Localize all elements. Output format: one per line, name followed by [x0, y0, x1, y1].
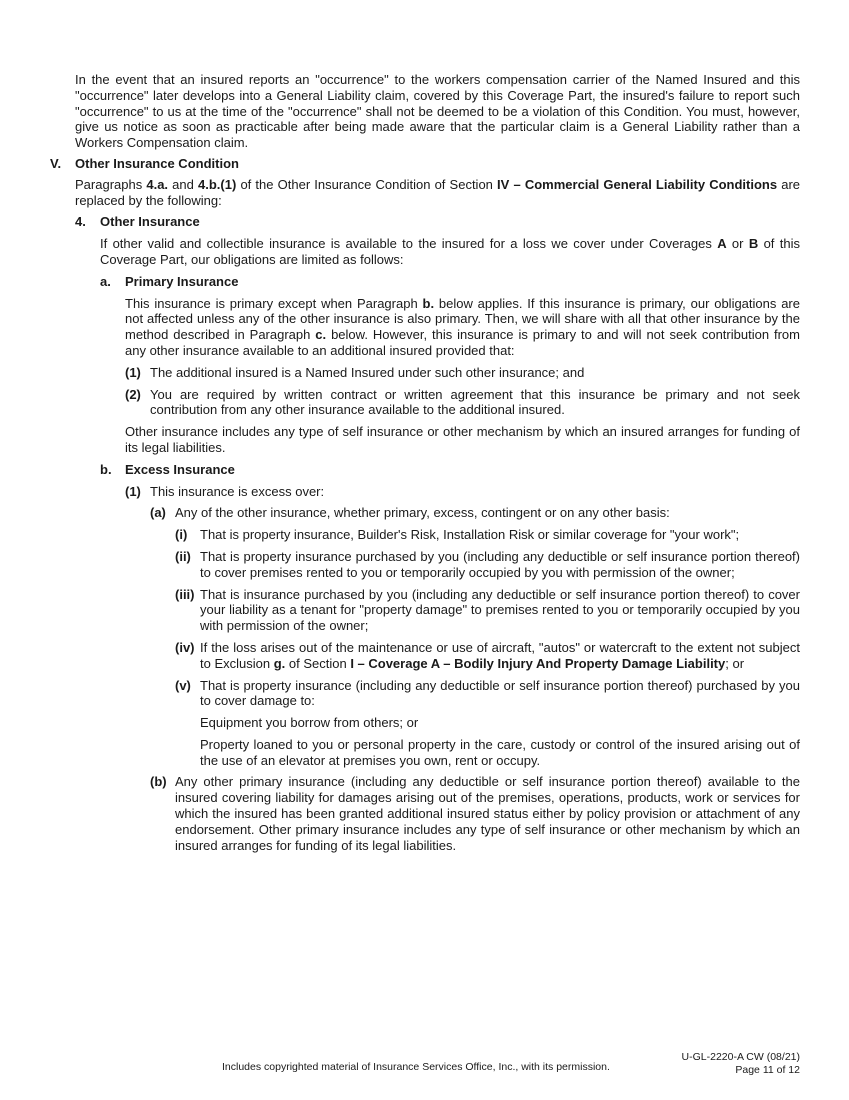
sub-label: (b) [150, 774, 167, 790]
footer-copyright: Includes copyrighted material of Insurance Services Office, Inc., with its permission. [222, 1061, 610, 1073]
roman-v-sub-1: Equipment you borrow from others; or [200, 715, 419, 731]
footer-form-info [682, 1051, 800, 1076]
item-b-excess-insurance [100, 462, 800, 478]
item-4-intro: If other valid and collectible insurance is available to the insured for a loss we cover under Coverages A or B of this Coverage Part, our obligations are limited as follows: [100, 236, 800, 267]
intro-paragraph: In the event that an insured reports an "occurrence" to the workers compensation carrier of the Named Insured and this "occurrence" later develops into a General Liability claim, covered by this Coverage Part, the insured's failure to report such "occurrence" to us at the time of the "occurrence" shall not be deemed to be a violation of this Condition. You must, however, give us notice as soon as practicable after being made aware that the particular claim is a General Liability rather than a Workers Compensation claim. [75, 72, 800, 151]
roman-ii [175, 549, 800, 581]
roman-label: (ii) [175, 548, 191, 564]
roman-text: That is property insurance purchased by you (including any deductible or self insurance portion thereof) to cover premises rented to you or temporarily occupied by you with permission of the owner; [200, 548, 800, 580]
roman-text: That is insurance purchased by you (including any deductible or self insurance portion thereof) to cover your liability as a tenant for "property damage" to premises rented to you or temporarily occupied by you with permission of the owner; [200, 586, 800, 634]
condition-2 [125, 387, 800, 419]
roman-label: (i) [175, 527, 188, 543]
roman-iv [175, 640, 800, 672]
form-number: U-GL-2220-A CW (08/21) [681, 1051, 800, 1063]
excess-sub-b [150, 774, 800, 853]
roman-label: (iv) [175, 639, 195, 655]
excess-sub-1 [125, 484, 800, 500]
roman-v-sub-2: Property loaned to you or personal property in the care, custody or control of the insured arising out of the use of an elevator at premises you own, rent or occupy. [200, 736, 800, 768]
sub-text: Any other primary insurance (including any deductible or self insurance portion thereof) available to the insured covering liability for damages arising out of the premises, operations, products, work or services for which the insured has been granted additional insured status either by policy provision or attachment of any endorsement. Other primary insurance includes any type of self insurance or other mechanism by which an insured arranges for funding of its legal liabilities. [175, 774, 800, 853]
section-v-heading [50, 156, 800, 172]
item-4-other-insurance [75, 214, 800, 267]
roman-v [175, 678, 800, 769]
condition-1 [125, 365, 800, 381]
condition-text: The additional insured is a Named Insured under such other insurance; and [150, 364, 585, 380]
roman-i [175, 527, 800, 543]
document-page [50, 72, 801, 853]
excess-sub-a [150, 505, 800, 521]
item-label: a. [100, 273, 111, 289]
item-title: Primary Insurance [125, 273, 239, 289]
condition-label: (1) [125, 364, 141, 380]
condition-label: (2) [125, 386, 141, 402]
sub-text: This insurance is excess over: [150, 483, 325, 499]
roman-text: That is property insurance (including any deductible or self insurance portion thereof) purchased by you to cover damage to: [200, 677, 800, 709]
section-v-intro: Paragraphs 4.a. and 4.b.(1) of the Other Insurance Condition of Section IV – Commercial General Liability Conditions are replaced by the following: [75, 176, 801, 208]
item-label: b. [100, 461, 112, 477]
sub-label: (a) [150, 505, 166, 521]
sub-label: (1) [125, 483, 141, 499]
roman-text: If the loss arises out of the maintenance or use of aircraft, "autos" or watercraft to the extent not subject to Exclusion g. of Section I – Coverage A – Bodily Injury And Property Damage Liability; or [200, 639, 800, 671]
sub-text: Any of the other insurance, whether primary, excess, contingent or on any other basis: [175, 505, 670, 521]
section-title: Other Insurance Condition [75, 155, 239, 171]
roman-iii [175, 587, 800, 634]
roman-text: That is property insurance, Builder's Risk, Installation Risk or similar coverage for "your work"; [200, 527, 740, 543]
item-title: Other Insurance [100, 214, 200, 230]
page-number: Page 11 of 12 [735, 1063, 800, 1076]
section-number: V. [50, 155, 62, 171]
roman-label: (iii) [175, 586, 195, 602]
item-number: 4. [75, 214, 86, 230]
item-a-body: This insurance is primary except when Paragraph b. below applies. If this insurance is primary, our obligations are not affected unless any of the other insurance is also primary. Then, we will share with all that other insurance by the method described in Paragraph c. below. However, this insurance is primary to and will not seek contribution from any other insurance available to an additional insured provided that: [125, 295, 800, 358]
item-a-primary-insurance [100, 274, 800, 359]
item-title: Excess Insurance [125, 461, 235, 477]
condition-text: You are required by written contract or written agreement that this insurance be primary and not seek contribution from any other insurance available to the additional insured. [150, 386, 800, 418]
item-a-closing: Other insurance includes any type of self insurance or other mechanism by which an insured arranges for funding of its legal liabilities. [125, 424, 800, 455]
roman-label: (v) [175, 677, 191, 693]
